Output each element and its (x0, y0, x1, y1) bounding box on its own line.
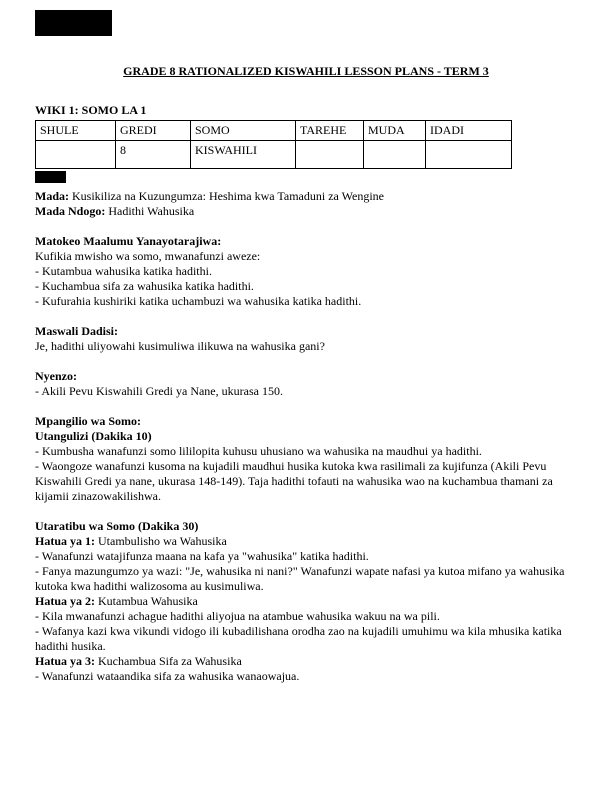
col-header-somo: SOMO (191, 121, 296, 141)
bold-label: Mada Ndogo: (35, 204, 106, 218)
col-header-tarehe: TAREHE (296, 121, 364, 141)
text-line (35, 564, 577, 594)
bold-label: Matokeo Maalumu Yanayotarajiwa: (35, 234, 222, 248)
line-text: - Akili Pevu Kiswahili Gredi ya Nane, ukurasa 150. (35, 384, 283, 398)
bold-label: Hatua ya 2: (35, 594, 95, 608)
text-line (35, 339, 577, 354)
cell-gredi: 8 (116, 141, 191, 169)
section (35, 369, 577, 399)
text-line (35, 609, 577, 624)
line-text: Kusikiliza na Kuzungumza: Heshima kwa Tamaduni za Wengine (69, 189, 384, 203)
cell-tarehe (296, 141, 364, 169)
week-heading: WIKI 1: SOMO LA 1 (35, 103, 147, 117)
bold-label: Mada: (35, 189, 69, 203)
document-title: GRADE 8 RATIONALIZED KISWAHILI LESSON PLANS - TERM 3 (123, 64, 489, 78)
text-line (35, 669, 577, 684)
bold-label: Utangulizi (Dakika 10) (35, 429, 152, 443)
text-line (35, 324, 577, 339)
text-line (35, 189, 577, 204)
text-line (35, 654, 577, 669)
line-text: Utambulisho wa Wahusika (95, 534, 227, 548)
text-line (35, 624, 577, 654)
text-line (35, 279, 577, 294)
line-text: - Wanafunzi wataandika sifa za wahusika wanaowajua. (35, 669, 300, 683)
bold-label: Nyenzo: (35, 369, 77, 383)
line-text: Kufikia mwisho wa somo, mwanafunzi aweze: (35, 249, 261, 263)
text-line (35, 459, 577, 504)
section (35, 324, 577, 354)
text-line (35, 294, 577, 309)
table-header-row (36, 121, 512, 141)
cell-somo: KISWAHILI (191, 141, 296, 169)
text-line (35, 414, 577, 429)
line-text: - Kuchambua sifa za wahusika katika hadithi. (35, 279, 254, 293)
col-header-muda: MUDA (364, 121, 426, 141)
col-header-idadi: IDADI (426, 121, 512, 141)
line-text: Kuchambua Sifa za Wahusika (95, 654, 242, 668)
line-text: - Fanya mazungumzo ya wazi: "Je, wahusika ni nani?" Wanafunzi wapate nafasi ya kutoa mifano ya wahusika kutoka kwa hadithi walizosoma au kusimuliwa. (35, 564, 565, 593)
cell-muda (364, 141, 426, 169)
content-sections (35, 189, 577, 684)
line-text: - Kufurahia kushiriki katika uchambuzi wa wahusika katika hadithi. (35, 294, 362, 308)
text-line (35, 234, 577, 249)
text-line (35, 534, 577, 549)
text-line (35, 249, 577, 264)
line-text: Hadithi Wahusika (105, 204, 195, 218)
section (35, 414, 577, 504)
section (35, 234, 577, 309)
text-line (35, 519, 577, 534)
line-text: - Waongoze wanafunzi kusoma na kujadili maudhui husika kutoka kwa rasilimali za kujifunza (Akili Pevu Kiswahili Gredi ya nane, ukurasa 148-149). Taja hadithi tofauti na wahusika wao na kuchambua thamani za kijamii zinazowakilishwa. (35, 459, 553, 503)
cell-shule (36, 141, 116, 169)
lesson-info-table (35, 120, 512, 169)
line-text: - Kutambua wahusika katika hadithi. (35, 264, 212, 278)
bold-label: Hatua ya 3: (35, 654, 95, 668)
line-text: Kutambua Wahusika (95, 594, 198, 608)
text-line (35, 264, 577, 279)
bold-label: Mpangilio wa Somo: (35, 414, 142, 428)
text-line (35, 204, 577, 219)
bold-label: Utaratibu wa Somo (Dakika 30) (35, 519, 199, 533)
line-text: - Wafanya kazi kwa vikundi vidogo ili kubadilishana orodha zao na kujadili umuhimu wa kila mhusika katika hadithi husika. (35, 624, 562, 653)
table-data-row (36, 141, 512, 169)
redacted-small-block (35, 171, 66, 183)
line-text: - Wanafunzi watajifunza maana na kafa ya "wahusika" katika hadithi. (35, 549, 369, 563)
line-text: - Kumbusha wanafunzi somo lililopita kuhusu uhusiano wa wahusika na maudhui ya hadithi. (35, 444, 482, 458)
cell-idadi (426, 141, 512, 169)
text-line (35, 444, 577, 459)
col-header-shule: SHULE (36, 121, 116, 141)
text-line (35, 549, 577, 564)
text-line (35, 429, 577, 444)
section (35, 189, 577, 219)
redacted-logo-block (35, 10, 112, 36)
bold-label: Maswali Dadisi: (35, 324, 119, 338)
text-line (35, 384, 577, 399)
bold-label: Hatua ya 1: (35, 534, 95, 548)
line-text: - Kila mwanafunzi achague hadithi aliyojua na atambue wahusika wakuu na wa pili. (35, 609, 440, 623)
text-line (35, 369, 577, 384)
col-header-gredi: GREDI (116, 121, 191, 141)
section (35, 519, 577, 684)
line-text: Je, hadithi uliyowahi kusimuliwa ilikuwa na wahusika gani? (35, 339, 325, 353)
text-line (35, 594, 577, 609)
